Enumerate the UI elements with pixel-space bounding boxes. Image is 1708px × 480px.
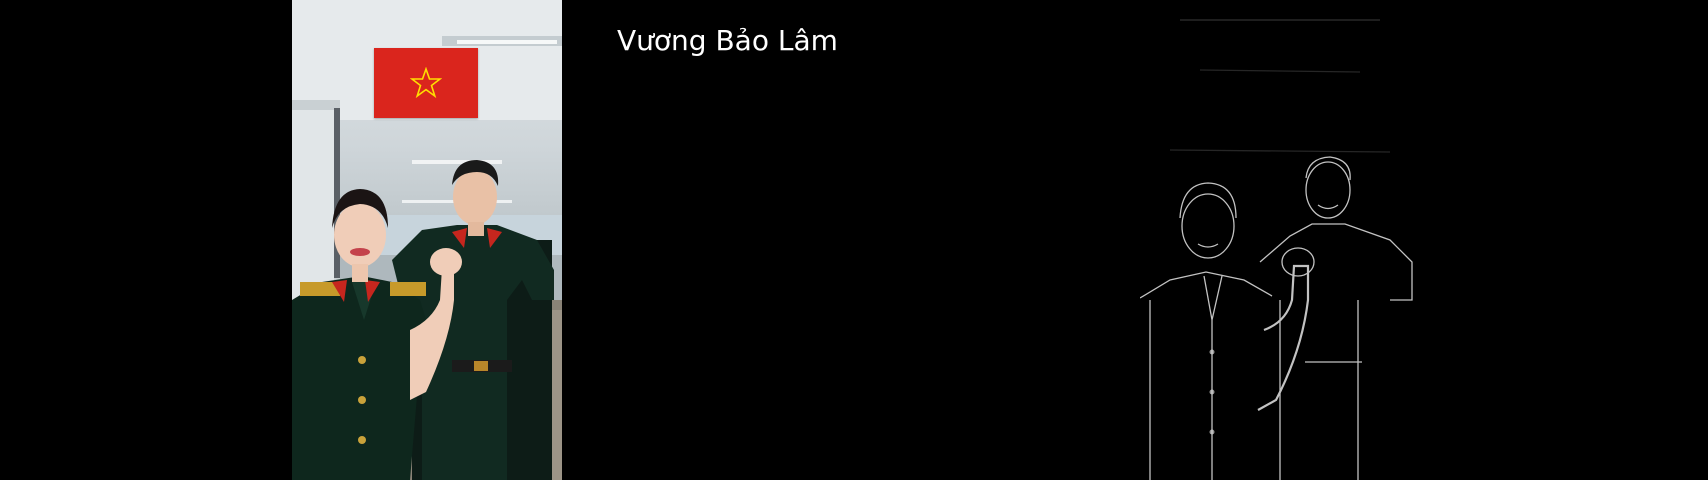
vietnam-flag-sticker [374, 48, 478, 118]
edge-scene [1140, 0, 1420, 480]
video-frame-original [292, 0, 562, 480]
star-icon [410, 67, 442, 99]
video-title: Vương Bảo Lâm [617, 24, 838, 57]
video-frame-edge-detected [1140, 0, 1420, 480]
